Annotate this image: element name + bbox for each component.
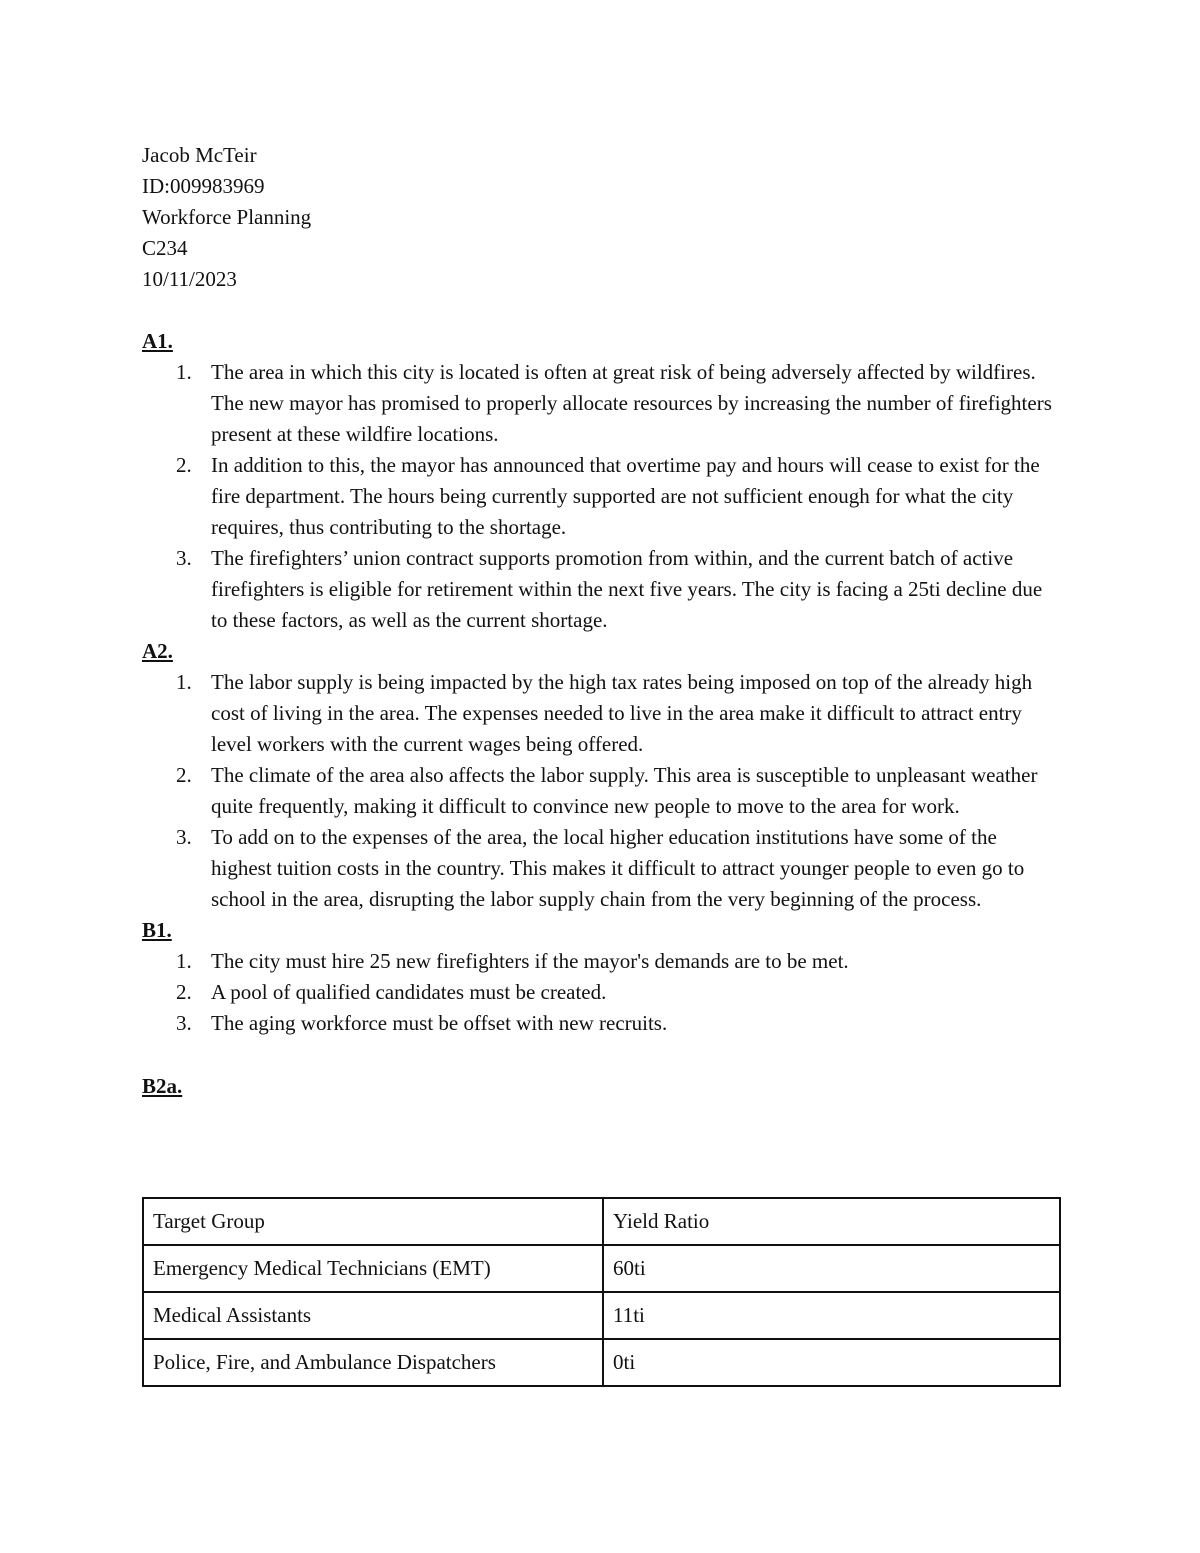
list-number: 3. — [176, 546, 192, 570]
document-page — [142, 140, 1062, 1102]
list-b1 — [142, 946, 1062, 1039]
list-number: 1. — [176, 360, 192, 384]
author-name: Jacob McTeir — [142, 143, 257, 167]
table-header-cell: Target Group — [143, 1198, 603, 1245]
course-code: C234 — [142, 236, 188, 260]
list-item-text: A pool of qualified candidates must be created. — [211, 980, 607, 1004]
list-number: 2. — [176, 980, 192, 1004]
student-id: ID:009983969 — [142, 174, 265, 198]
list-item-text: The firefighters’ union contract supports promotion from within, and the current batch of active firefighters is eligible for retirement within the next five years. The city is facing a 25ti decline due to these factors, as well as the current shortage. — [211, 546, 1043, 632]
list-number: 3. — [176, 825, 192, 849]
table-row — [143, 1245, 1060, 1292]
list-item-text: To add on to the expenses of the area, the local higher education institutions have some of the highest tuition costs in the country. This makes it difficult to attract younger people to even go to school in the area, disrupting the labor supply chain from the very beginning of the process. — [211, 825, 1025, 911]
table-cell-yield-ratio: 11ti — [603, 1292, 1060, 1339]
section-title-a1: A1. — [142, 329, 173, 353]
list-item — [142, 543, 1062, 636]
list-number: 1. — [176, 949, 192, 973]
table-header-row — [143, 1198, 1060, 1245]
list-item — [142, 946, 1062, 977]
list-item — [142, 822, 1062, 915]
section-title-a2: A2. — [142, 639, 173, 663]
table-cell-target-group: Medical Assistants — [143, 1292, 603, 1339]
list-a1 — [142, 357, 1062, 636]
list-item — [142, 1008, 1062, 1039]
table-cell-yield-ratio: 60ti — [603, 1245, 1060, 1292]
table-cell-yield-ratio: 0ti — [603, 1339, 1060, 1386]
table-row — [143, 1292, 1060, 1339]
table-cell-target-group: Emergency Medical Technicians (EMT) — [143, 1245, 603, 1292]
list-item-text: The climate of the area also affects the labor supply. This area is susceptible to unpleasant weather quite frequently, making it difficult to convince new people to move to the area for work. — [211, 763, 1038, 818]
list-number: 3. — [176, 1011, 192, 1035]
section-title-b1: B1. — [142, 918, 172, 942]
list-item — [142, 667, 1062, 760]
document-header — [142, 140, 1062, 295]
list-item — [142, 450, 1062, 543]
document-date: 10/11/2023 — [142, 267, 237, 291]
section-title-b2a: B2a. — [142, 1074, 183, 1098]
table-header-cell: Yield Ratio — [603, 1198, 1060, 1245]
course-name: Workforce Planning — [142, 205, 312, 229]
table-row — [143, 1339, 1060, 1386]
list-number: 2. — [176, 453, 192, 477]
list-item — [142, 977, 1062, 1008]
list-item — [142, 760, 1062, 822]
yield-ratio-table — [142, 1197, 1061, 1387]
list-a2 — [142, 667, 1062, 915]
list-number: 2. — [176, 763, 192, 787]
list-item-text: The area in which this city is located is often at great risk of being adversely affected by wildfires. The new mayor has promised to properly allocate resources by increasing the number of firefighters present at these wildfire locations. — [211, 360, 1052, 446]
list-item-text: The labor supply is being impacted by the high tax rates being imposed on top of the already high cost of living in the area. The expenses needed to live in the area make it difficult to attract entry level workers with the current wages being offered. — [211, 670, 1033, 756]
list-item-text: In addition to this, the mayor has announced that overtime pay and hours will cease to exist for the fire department. The hours being currently supported are not sufficient enough for what the city requires, thus contributing to the shortage. — [211, 453, 1040, 539]
list-item-text: The city must hire 25 new firefighters if the mayor's demands are to be met. — [211, 949, 849, 973]
list-item-text: The aging workforce must be offset with new recruits. — [211, 1011, 668, 1035]
blank-line — [142, 1039, 1062, 1071]
list-number: 1. — [176, 670, 192, 694]
table-cell-target-group: Police, Fire, and Ambulance Dispatchers — [143, 1339, 603, 1386]
list-item — [142, 357, 1062, 450]
